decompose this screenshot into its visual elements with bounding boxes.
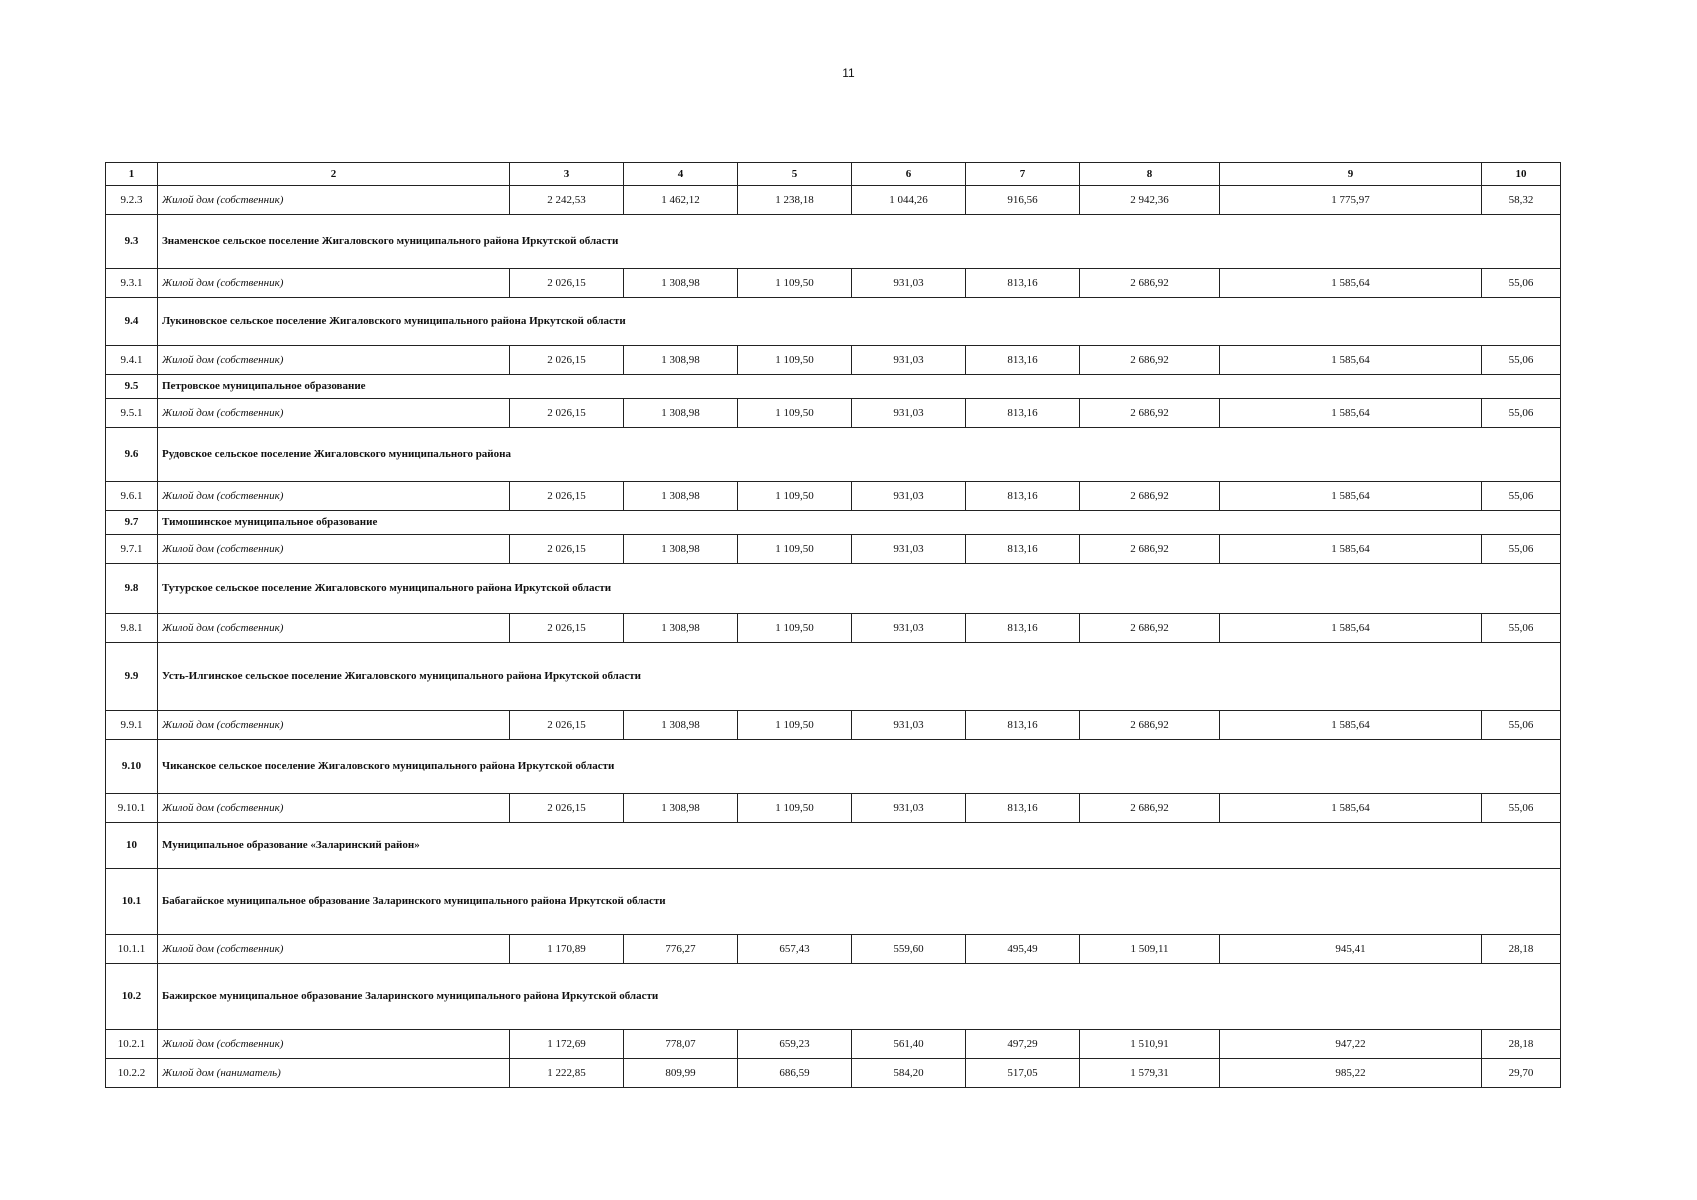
section-name-cell	[158, 215, 1561, 269]
column-header: 7	[966, 163, 1080, 186]
row-code: 9.7	[106, 511, 158, 535]
value-cell: 1 509,11	[1080, 935, 1220, 964]
section-row	[106, 740, 1561, 794]
housing-type: Жилой дом (собственник)	[158, 535, 510, 564]
row-code: 9.10	[106, 740, 158, 794]
value-cell: 1 109,50	[738, 346, 852, 375]
section-name: Муниципальное образование «Заларинский район»	[162, 839, 420, 852]
section-name-cell	[158, 511, 1561, 535]
value-cell: 2 686,92	[1080, 346, 1220, 375]
row-code: 9.4.1	[106, 346, 158, 375]
value-cell: 1 109,50	[738, 482, 852, 511]
value-cell: 931,03	[852, 269, 966, 298]
value-cell: 1 585,64	[1220, 346, 1482, 375]
row-code: 9.6.1	[106, 482, 158, 511]
value-cell: 495,49	[966, 935, 1080, 964]
value-cell: 813,16	[966, 399, 1080, 428]
column-header: 3	[510, 163, 624, 186]
value-cell: 1 585,64	[1220, 269, 1482, 298]
value-cell: 1 109,50	[738, 399, 852, 428]
value-cell: 985,22	[1220, 1059, 1482, 1088]
housing-type: Жилой дом (собственник)	[158, 482, 510, 511]
housing-type: Жилой дом (наниматель)	[158, 1059, 510, 1088]
value-cell: 931,03	[852, 794, 966, 823]
data-row	[106, 399, 1561, 428]
section-row	[106, 823, 1561, 869]
row-code: 9.7.1	[106, 535, 158, 564]
section-row	[106, 375, 1561, 399]
section-row	[106, 869, 1561, 935]
section-row	[106, 428, 1561, 482]
value-cell: 1 109,50	[738, 535, 852, 564]
value-cell: 2 026,15	[510, 535, 624, 564]
section-name-cell	[158, 564, 1561, 614]
value-cell: 2 026,15	[510, 346, 624, 375]
row-code: 9.3	[106, 215, 158, 269]
row-code: 10.1	[106, 869, 158, 935]
row-code: 9.3.1	[106, 269, 158, 298]
value-cell: 2 242,53	[510, 186, 624, 215]
value-cell: 2 942,36	[1080, 186, 1220, 215]
section-name-cell	[158, 823, 1561, 869]
value-cell: 2 686,92	[1080, 794, 1220, 823]
row-code: 9.10.1	[106, 794, 158, 823]
housing-type: Жилой дом (собственник)	[158, 614, 510, 643]
value-cell: 1 308,98	[624, 794, 738, 823]
value-cell: 1 585,64	[1220, 794, 1482, 823]
housing-type: Жилой дом (собственник)	[158, 935, 510, 964]
section-name-cell	[158, 375, 1561, 399]
value-cell: 517,05	[966, 1059, 1080, 1088]
value-cell: 947,22	[1220, 1030, 1482, 1059]
housing-type: Жилой дом (собственник)	[158, 346, 510, 375]
value-cell: 1 308,98	[624, 482, 738, 511]
section-row	[106, 298, 1561, 346]
section-name: Знаменское сельское поселение Жигаловского муниципального района Иркутской области	[162, 235, 619, 248]
data-row	[106, 535, 1561, 564]
row-code: 9.2.3	[106, 186, 158, 215]
value-cell: 2 026,15	[510, 482, 624, 511]
value-cell: 2 026,15	[510, 794, 624, 823]
section-name: Тимошинское муниципальное образование	[162, 516, 378, 529]
value-cell: 813,16	[966, 346, 1080, 375]
section-name-cell	[158, 428, 1561, 482]
table-body	[106, 163, 1561, 1088]
value-cell: 55,06	[1482, 346, 1561, 375]
value-cell: 813,16	[966, 794, 1080, 823]
value-cell: 58,32	[1482, 186, 1561, 215]
value-cell: 1 585,64	[1220, 614, 1482, 643]
section-row	[106, 215, 1561, 269]
row-code: 9.8	[106, 564, 158, 614]
value-cell: 55,06	[1482, 482, 1561, 511]
row-code: 9.4	[106, 298, 158, 346]
row-code: 10	[106, 823, 158, 869]
value-cell: 813,16	[966, 269, 1080, 298]
value-cell: 1 462,12	[624, 186, 738, 215]
value-cell: 1 585,64	[1220, 711, 1482, 740]
value-cell: 2 686,92	[1080, 269, 1220, 298]
housing-type: Жилой дом (собственник)	[158, 399, 510, 428]
value-cell: 1 172,69	[510, 1030, 624, 1059]
value-cell: 1 585,64	[1220, 535, 1482, 564]
section-name: Чиканское сельское поселение Жигаловского муниципального района Иркутской области	[162, 760, 615, 773]
value-cell: 28,18	[1482, 1030, 1561, 1059]
column-header: 1	[106, 163, 158, 186]
value-cell: 584,20	[852, 1059, 966, 1088]
housing-type: Жилой дом (собственник)	[158, 1030, 510, 1059]
data-row	[106, 186, 1561, 215]
row-code: 10.1.1	[106, 935, 158, 964]
data-row	[106, 614, 1561, 643]
value-cell: 28,18	[1482, 935, 1561, 964]
data-row	[106, 794, 1561, 823]
value-cell: 2 686,92	[1080, 535, 1220, 564]
value-cell: 931,03	[852, 711, 966, 740]
value-cell: 778,07	[624, 1030, 738, 1059]
value-cell: 813,16	[966, 482, 1080, 511]
value-cell: 776,27	[624, 935, 738, 964]
value-cell: 1 308,98	[624, 399, 738, 428]
section-name: Бабагайское муниципальное образование Заларинского муниципального района Иркутской области	[162, 895, 666, 908]
data-row	[106, 1059, 1561, 1088]
value-cell: 55,06	[1482, 711, 1561, 740]
data-row	[106, 711, 1561, 740]
column-header: 10	[1482, 163, 1561, 186]
value-cell: 813,16	[966, 535, 1080, 564]
data-row	[106, 935, 1561, 964]
value-cell: 1 579,31	[1080, 1059, 1220, 1088]
value-cell: 809,99	[624, 1059, 738, 1088]
value-cell: 916,56	[966, 186, 1080, 215]
value-cell: 1 044,26	[852, 186, 966, 215]
tariff-table	[105, 162, 1561, 1088]
row-code: 9.6	[106, 428, 158, 482]
section-name: Рудовское сельское поселение Жигаловского муниципального района	[162, 448, 511, 461]
value-cell: 1 109,50	[738, 794, 852, 823]
value-cell: 1 308,98	[624, 711, 738, 740]
value-cell: 1 585,64	[1220, 399, 1482, 428]
housing-type: Жилой дом (собственник)	[158, 269, 510, 298]
column-header: 5	[738, 163, 852, 186]
column-header: 9	[1220, 163, 1482, 186]
row-code: 9.5.1	[106, 399, 158, 428]
value-cell: 55,06	[1482, 269, 1561, 298]
row-code: 9.9	[106, 643, 158, 711]
section-name-cell	[158, 643, 1561, 711]
value-cell: 945,41	[1220, 935, 1482, 964]
value-cell: 2 026,15	[510, 614, 624, 643]
value-cell: 2 686,92	[1080, 711, 1220, 740]
section-name: Петровское муниципальное образование	[162, 380, 366, 393]
value-cell: 2 686,92	[1080, 399, 1220, 428]
value-cell: 659,23	[738, 1030, 852, 1059]
section-row	[106, 964, 1561, 1030]
value-cell: 1 585,64	[1220, 482, 1482, 511]
value-cell: 931,03	[852, 482, 966, 511]
row-code: 9.8.1	[106, 614, 158, 643]
section-name-cell	[158, 869, 1561, 935]
section-row	[106, 643, 1561, 711]
section-name: Лукиновское сельское поселение Жигаловского муниципального района Иркутской области	[162, 315, 626, 328]
value-cell: 2 686,92	[1080, 482, 1220, 511]
value-cell: 931,03	[852, 535, 966, 564]
value-cell: 1 308,98	[624, 346, 738, 375]
value-cell: 29,70	[1482, 1059, 1561, 1088]
data-row	[106, 346, 1561, 375]
row-code: 10.2.2	[106, 1059, 158, 1088]
value-cell: 1 109,50	[738, 711, 852, 740]
value-cell: 686,59	[738, 1059, 852, 1088]
value-cell: 1 238,18	[738, 186, 852, 215]
value-cell: 55,06	[1482, 614, 1561, 643]
section-name-cell	[158, 964, 1561, 1030]
value-cell: 561,40	[852, 1030, 966, 1059]
row-code: 10.2	[106, 964, 158, 1030]
value-cell: 2 026,15	[510, 399, 624, 428]
value-cell: 55,06	[1482, 794, 1561, 823]
value-cell: 2 026,15	[510, 711, 624, 740]
housing-type: Жилой дом (собственник)	[158, 794, 510, 823]
value-cell: 1 109,50	[738, 614, 852, 643]
value-cell: 931,03	[852, 614, 966, 643]
value-cell: 1 775,97	[1220, 186, 1482, 215]
value-cell: 931,03	[852, 346, 966, 375]
value-cell: 559,60	[852, 935, 966, 964]
value-cell: 1 222,85	[510, 1059, 624, 1088]
value-cell: 931,03	[852, 399, 966, 428]
section-row	[106, 564, 1561, 614]
housing-type: Жилой дом (собственник)	[158, 711, 510, 740]
column-header: 2	[158, 163, 510, 186]
data-row	[106, 482, 1561, 511]
value-cell: 55,06	[1482, 535, 1561, 564]
column-header: 8	[1080, 163, 1220, 186]
value-cell: 813,16	[966, 614, 1080, 643]
section-name: Усть-Илгинское сельское поселение Жигаловского муниципального района Иркутской области	[162, 670, 641, 683]
value-cell: 1 308,98	[624, 614, 738, 643]
housing-type: Жилой дом (собственник)	[158, 186, 510, 215]
section-name-cell	[158, 740, 1561, 794]
value-cell: 497,29	[966, 1030, 1080, 1059]
value-cell: 55,06	[1482, 399, 1561, 428]
row-code: 9.9.1	[106, 711, 158, 740]
section-name: Тутурское сельское поселение Жигаловского муниципального района Иркутской области	[162, 582, 612, 595]
row-code: 9.5	[106, 375, 158, 399]
section-row	[106, 511, 1561, 535]
column-header: 4	[624, 163, 738, 186]
value-cell: 1 109,50	[738, 269, 852, 298]
section-name: Бажирское муниципальное образование Заларинского муниципального района Иркутской области	[162, 990, 659, 1003]
page-number: 11	[842, 66, 855, 80]
data-row	[106, 269, 1561, 298]
section-name-cell	[158, 298, 1561, 346]
header-row	[106, 163, 1561, 186]
value-cell: 657,43	[738, 935, 852, 964]
value-cell: 1 170,89	[510, 935, 624, 964]
value-cell: 813,16	[966, 711, 1080, 740]
row-code: 10.2.1	[106, 1030, 158, 1059]
value-cell: 1 308,98	[624, 269, 738, 298]
value-cell: 1 510,91	[1080, 1030, 1220, 1059]
value-cell: 1 308,98	[624, 535, 738, 564]
data-row	[106, 1030, 1561, 1059]
value-cell: 2 026,15	[510, 269, 624, 298]
column-header: 6	[852, 163, 966, 186]
value-cell: 2 686,92	[1080, 614, 1220, 643]
